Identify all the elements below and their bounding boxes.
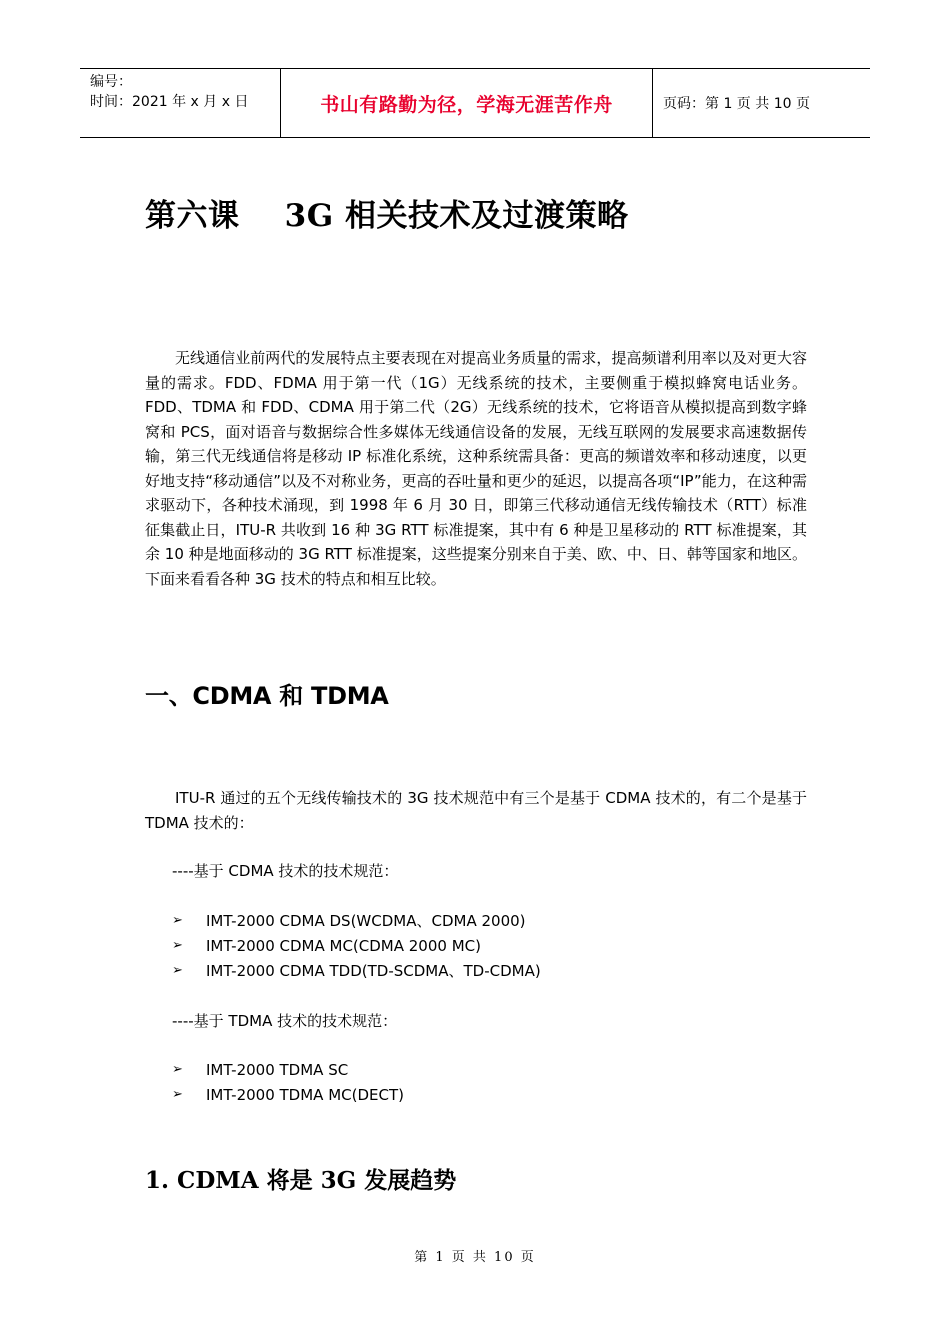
list-item: ➢ IMT-2000 CDMA MC(CDMA 2000 MC): [172, 936, 481, 955]
arrow-bullet-icon: ➢: [172, 913, 183, 928]
cdma-spec-list: [172, 908, 541, 983]
page-footer: 第 1 页 共 10 页: [414, 1250, 536, 1265]
arrow-bullet-icon: ➢: [172, 938, 183, 953]
section-heading-cdma-tdma: 一、CDMA 和 TDMA: [145, 682, 389, 710]
lesson-title: 第六课 3G 相关技术及过渡策略: [145, 198, 629, 234]
list-item: ➢ IMT-2000 CDMA TDD(TD-SCDMA、TD-CDMA): [172, 962, 541, 980]
header-meta-cell: [80, 69, 281, 137]
motto-text: 书山有路勤为径，学海无涯苦作舟: [320, 93, 613, 116]
page-label: 页码：第 1 页 共 10 页: [663, 96, 810, 112]
number-label: 编号：: [90, 74, 132, 90]
header-page-cell: [653, 69, 870, 137]
date-label: 时间：2021 年 x 月 x 日: [90, 94, 249, 110]
arrow-bullet-icon: ➢: [172, 1087, 183, 1102]
arrow-bullet-icon: ➢: [172, 1062, 183, 1077]
list-item: ➢ IMT-2000 CDMA DS(WCDMA、CDMA 2000): [172, 912, 526, 930]
section1-paragraph: ITU-R 通过的五个无线传输技术的 3G 技术规范中有三个是基于 CDMA 技术的，有二个是基于 TDMA 技术的：: [145, 789, 807, 832]
list-item: ➢ IMT-2000 TDMA SC: [172, 1060, 349, 1079]
list-item: ➢ IMT-2000 TDMA MC(DECT): [172, 1085, 404, 1104]
intro-paragraph: 无线通信业前两代的发展特点主要表现在对提高业务质量的需求，提高频谱利用率以及对更大容量的需求。FDD、FDMA 用于第一代（1G）无线系统的技术，主要侧重于模拟蜂窝电话业务。FDD、TDMA 和 FDD、CDMA 用于第二代（2G）无线系统的技术，它将语音从模拟提高到数字蜂窝和 PCS，面对语音与数据综合性多媒体无线通信设备的发展，无线互联网的发展要求高速数据传输，第三代无线通信将是移动 IP 标准化系统，这种系统需具备：更高的频谱效率和移动速度，以更好地支持“移动通信”以及不对称业务，更高的吞吐量和更少的延迟，以提高各项“IP”能力，在这种需求驱动下，各种技术涌现，到 1998 年 6 月 30 日，即第三代移动通信无线传输技术（RTT）标准征集截止日，ITU-R 共收到 16 种 3G RTT 标准提案，其中有 6 种是卫星移动的 RTT 标准提案，其余 10 种是地面移动的 3G RTT 标准提案，这些提案分别来自于美、欧、中、日、韩等国家和地区。下面来看看各种 3G 技术的特点和相互比较。: [145, 349, 807, 588]
tdma-spec-label: ----基于 TDMA 技术的技术规范：: [172, 1012, 398, 1030]
arrow-bullet-icon: ➢: [172, 963, 183, 978]
header-motto-cell: [281, 69, 653, 137]
section-heading-cdma-trend: 1. CDMA 将是 3G 发展趋势: [145, 1167, 457, 1194]
tdma-spec-list: [172, 1057, 404, 1107]
page-header-table: [80, 68, 870, 138]
cdma-spec-label: ----基于 CDMA 技术的技术规范：: [172, 862, 399, 880]
